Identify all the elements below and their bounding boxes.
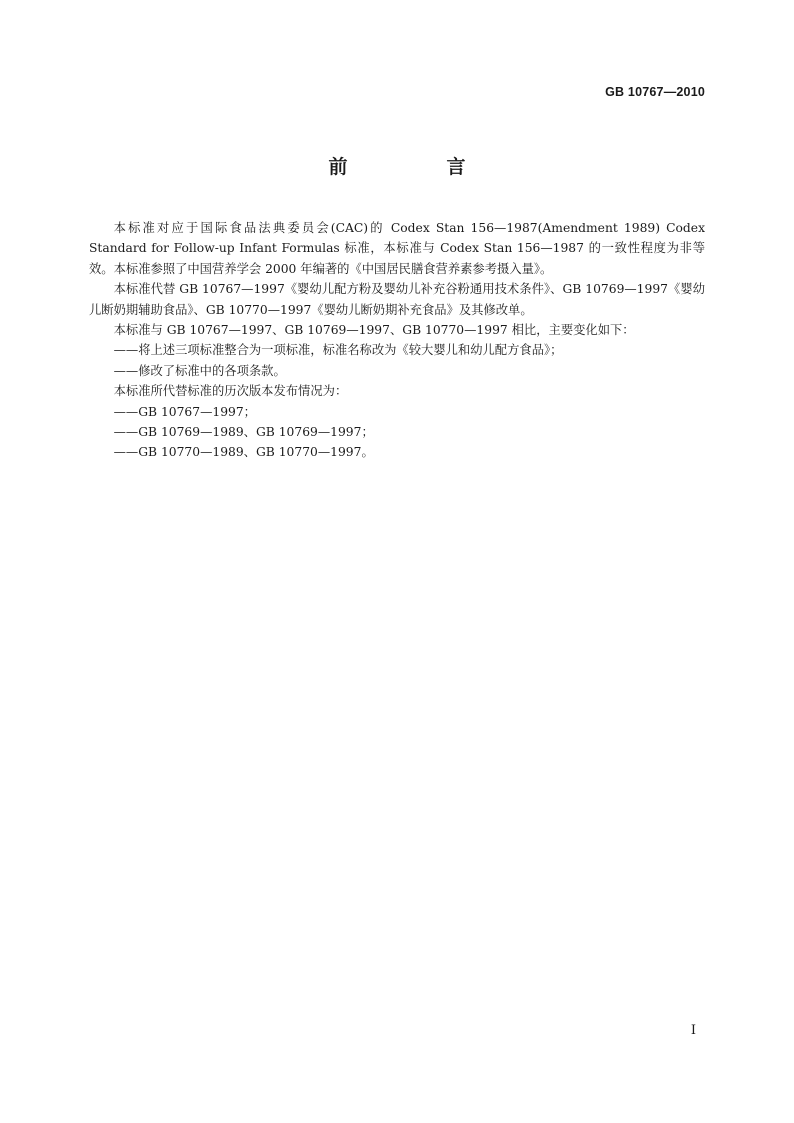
standard-code-header: GB 10767—2010 <box>605 85 705 99</box>
history-item: ——GB 10770—1989、GB 10770—1997。 <box>113 445 374 460</box>
page-number: I <box>690 1023 696 1038</box>
paragraph-replacement: 本标准代替 GB 10767—1997《婴幼儿配方粉及婴幼儿补充谷粉通用技术条件》、GB 10769—1997《婴幼儿断奶期辅助食品》、GB 10770—1997《婴幼儿断奶期补充食品》及其修改单。 <box>89 282 705 317</box>
paragraph-changes-intro: 本标准与 GB 10767—1997、GB 10769—1997、GB 10770—1997 相比，主要变化如下： <box>113 323 635 338</box>
page-title: 前 言 <box>328 156 506 178</box>
change-item: ——修改了标准中的各项条款。 <box>113 363 286 378</box>
paragraph-history-intro: 本标准所代替标准的历次版本发布情况为： <box>113 384 348 399</box>
paragraph-correspondence: 本标准对应于国际食品法典委员会(CAC)的 Codex Stan 156—1987(Amendment 1989) Codex Standard for Follow-up Infant Formulas 标准，本标准与 Codex Stan 156—1987 的一致性程度为非等效。本标准参照了中国营养学会 2000 年编著的《中国居民膳食营养素参考摄入量》。 <box>89 221 705 276</box>
history-item: ——GB 10767—1997； <box>113 404 256 419</box>
document-body <box>89 218 705 463</box>
change-item: ——将上述三项标准整合为一项标准，标准名称改为《较大婴儿和幼儿配方食品》； <box>113 343 563 358</box>
history-item: ——GB 10769—1989、GB 10769—1997； <box>113 425 374 440</box>
